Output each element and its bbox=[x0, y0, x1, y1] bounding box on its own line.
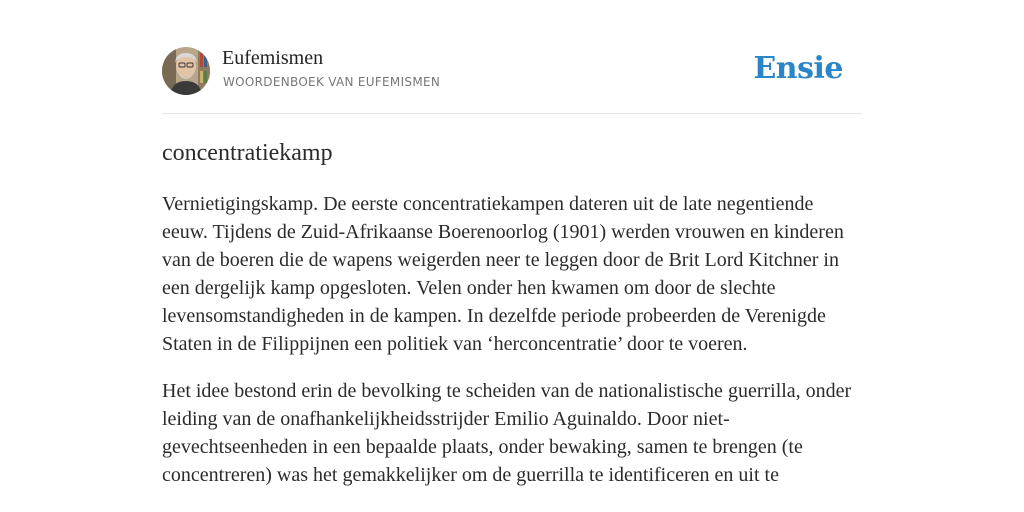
entry-paragraph: Vernietigingskamp. De eerste concentratiekampen dateren uit de late negentiende eeuw. Tijdens de Zuid-Afrikaanse Boerenoorlog (1901) werden vrouwen en kinderen van de boeren die de wapens weigerden neer te leggen door de Brit Lord Kitchner in een dergelijk kamp opgesloten. Velen onder hen kwamen om door de slechte levensomstandigheden in de kampen. In dezelfde periode probeerden de Verenigde Staten in de Filippijnen een politiek van ‘herconcentratie’ door te voeren. bbox=[162, 193, 844, 355]
author-name[interactable]: Eufemismen bbox=[222, 47, 324, 69]
avatar-image bbox=[162, 47, 210, 95]
entry-content bbox=[162, 190, 862, 508]
entry-paragraph: Het idee bestond erin de bevolking te scheiden van de nationalistische guerrilla, onder leiding van de onafhankelijkheidsstrijder Emilio Aguinaldo. Door niet-gevechtseenheden in een bepaalde plaats, onder bewaking, samen te brengen (te concentreren) was het gemakkelijker om de guerrilla te identificeren en uit te bbox=[162, 380, 852, 486]
header bbox=[162, 46, 862, 96]
header-divider bbox=[162, 113, 862, 114]
author-subtitle[interactable]: WOORDENBOEK VAN EUFEMISMEN bbox=[223, 75, 441, 89]
author-avatar[interactable] bbox=[162, 47, 210, 95]
entry-title[interactable]: concentratiekamp bbox=[162, 140, 333, 166]
brand-logo[interactable]: Ensie bbox=[753, 51, 843, 86]
